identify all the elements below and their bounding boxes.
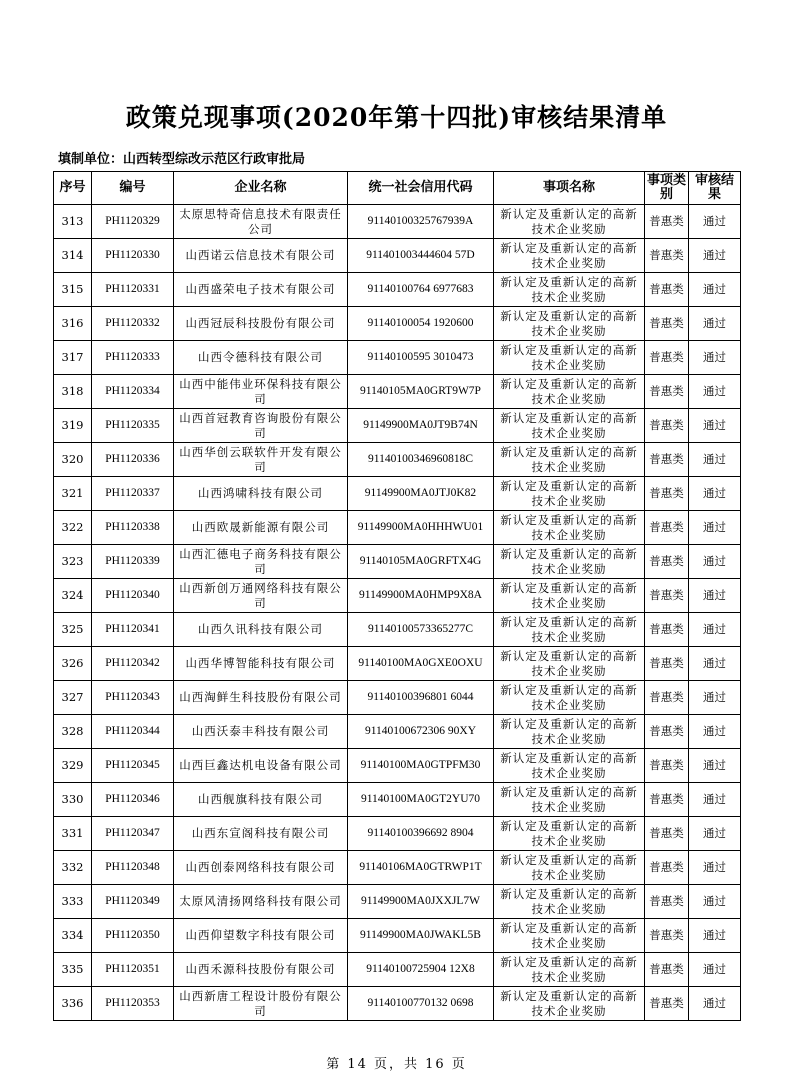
cell-item: 新认定及重新认定的高新技术企业奖励 [494,783,645,817]
cell-number: PH1120344 [92,715,174,749]
cell-number: PH1120353 [92,987,174,1021]
header-item: 事项名称 [494,172,645,205]
table-row [54,851,741,885]
cell-category: 普惠类 [645,409,689,443]
cell-item: 新认定及重新认定的高新技术企业奖励 [494,375,645,409]
cell-category: 普惠类 [645,341,689,375]
cell-credit-code: 91140100770132 0698 [348,987,494,1021]
cell-seq: 314 [54,239,92,273]
cell-item: 新认定及重新认定的高新技术企业奖励 [494,239,645,273]
cell-credit-code: 91149900MA0JT9B74N [348,409,494,443]
cell-credit-code: 91140100MA0GXE0OXU [348,647,494,681]
cell-number: PH1120340 [92,579,174,613]
table-row [54,443,741,477]
cell-seq: 328 [54,715,92,749]
cell-seq: 322 [54,511,92,545]
table-row [54,545,741,579]
cell-seq: 324 [54,579,92,613]
table-body [54,205,741,1021]
cell-seq: 335 [54,953,92,987]
cell-result: 通过 [689,749,741,783]
cell-seq: 336 [54,987,92,1021]
cell-result: 通过 [689,885,741,919]
table-row [54,749,741,783]
cell-item: 新认定及重新认定的高新技术企业奖励 [494,273,645,307]
table-row [54,205,741,239]
cell-number: PH1120346 [92,783,174,817]
cell-company: 山西冠辰科技股份有限公司 [174,307,348,341]
cell-category: 普惠类 [645,681,689,715]
table-row [54,375,741,409]
cell-category: 普惠类 [645,817,689,851]
table-row [54,477,741,511]
cell-category: 普惠类 [645,613,689,647]
cell-credit-code: 91140100346960818C [348,443,494,477]
cell-result: 通过 [689,851,741,885]
table-row [54,783,741,817]
cell-category: 普惠类 [645,443,689,477]
cell-seq: 326 [54,647,92,681]
cell-result: 通过 [689,205,741,239]
header-credit-code: 统一社会信用代码 [348,172,494,205]
cell-seq: 317 [54,341,92,375]
cell-credit-code: 91149900MA0JTJ0K82 [348,477,494,511]
table-row [54,681,741,715]
cell-seq: 327 [54,681,92,715]
cell-seq: 329 [54,749,92,783]
cell-item: 新认定及重新认定的高新技术企业奖励 [494,647,645,681]
cell-result: 通过 [689,443,741,477]
cell-credit-code: 91149900MA0JXXJL7W [348,885,494,919]
cell-company: 山西盛荣电子技术有限公司 [174,273,348,307]
table-row [54,273,741,307]
cell-item: 新认定及重新认定的高新技术企业奖励 [494,511,645,545]
cell-result: 通过 [689,681,741,715]
cell-company: 山西汇德电子商务科技有限公司 [174,545,348,579]
cell-credit-code: 91140105MA0GRFTX4G [348,545,494,579]
cell-credit-code: 91140100MA0GT2YU70 [348,783,494,817]
results-table [53,171,741,1021]
cell-credit-code: 91140100396692 8904 [348,817,494,851]
cell-number: PH1120351 [92,953,174,987]
cell-seq: 318 [54,375,92,409]
cell-item: 新认定及重新认定的高新技术企业奖励 [494,613,645,647]
header-number: 编号 [92,172,174,205]
cell-company: 太原风清扬网络科技有限公司 [174,885,348,919]
cell-category: 普惠类 [645,919,689,953]
cell-number: PH1120336 [92,443,174,477]
cell-category: 普惠类 [645,205,689,239]
cell-result: 通过 [689,783,741,817]
cell-item: 新认定及重新认定的高新技术企业奖励 [494,885,645,919]
table-row [54,817,741,851]
cell-result: 通过 [689,715,741,749]
table-row [54,341,741,375]
cell-seq: 330 [54,783,92,817]
cell-credit-code: 911401003444604 57D [348,239,494,273]
cell-category: 普惠类 [645,749,689,783]
header-category: 事项类别 [645,172,689,205]
cell-item: 新认定及重新认定的高新技术企业奖励 [494,477,645,511]
cell-company: 山西禾源科技股份有限公司 [174,953,348,987]
cell-number: PH1120342 [92,647,174,681]
cell-category: 普惠类 [645,579,689,613]
cell-number: PH1120343 [92,681,174,715]
cell-company: 山西欧晟新能源有限公司 [174,511,348,545]
cell-credit-code: 91140105MA0GRT9W7P [348,375,494,409]
cell-item: 新认定及重新认定的高新技术企业奖励 [494,919,645,953]
cell-credit-code: 91140100595 3010473 [348,341,494,375]
cell-company: 山西舰旗科技有限公司 [174,783,348,817]
cell-seq: 325 [54,613,92,647]
cell-company: 山西沃泰丰科技有限公司 [174,715,348,749]
cell-category: 普惠类 [645,885,689,919]
cell-result: 通过 [689,613,741,647]
cell-result: 通过 [689,273,741,307]
cell-item: 新认定及重新认定的高新技术企业奖励 [494,579,645,613]
cell-category: 普惠类 [645,511,689,545]
table-header-row [54,172,741,205]
cell-number: PH1120335 [92,409,174,443]
cell-result: 通过 [689,919,741,953]
cell-result: 通过 [689,545,741,579]
cell-category: 普惠类 [645,273,689,307]
cell-item: 新认定及重新认定的高新技术企业奖励 [494,817,645,851]
cell-number: PH1120341 [92,613,174,647]
cell-item: 新认定及重新认定的高新技术企业奖励 [494,851,645,885]
table-row [54,579,741,613]
cell-number: PH1120329 [92,205,174,239]
cell-item: 新认定及重新认定的高新技术企业奖励 [494,749,645,783]
table-row [54,239,741,273]
cell-company: 山西新唐工程设计股份有限公司 [174,987,348,1021]
cell-credit-code: 91140100573365277C [348,613,494,647]
cell-result: 通过 [689,477,741,511]
cell-number: PH1120349 [92,885,174,919]
cell-result: 通过 [689,987,741,1021]
cell-category: 普惠类 [645,545,689,579]
page-footer: 第 14 页，共 16 页 [326,1057,467,1072]
cell-result: 通过 [689,341,741,375]
cell-company: 山西巨鑫达机电设备有限公司 [174,749,348,783]
cell-result: 通过 [689,511,741,545]
cell-number: PH1120332 [92,307,174,341]
cell-item: 新认定及重新认定的高新技术企业奖励 [494,409,645,443]
table-row [54,953,741,987]
cell-item: 新认定及重新认定的高新技术企业奖励 [494,307,645,341]
cell-seq: 321 [54,477,92,511]
header-seq: 序号 [54,172,92,205]
cell-credit-code: 91140100MA0GTPFM30 [348,749,494,783]
cell-number: PH1120333 [92,341,174,375]
cell-company: 山西仰望数字科技有限公司 [174,919,348,953]
cell-result: 通过 [689,409,741,443]
cell-number: PH1120337 [92,477,174,511]
cell-company: 山西久讯科技有限公司 [174,613,348,647]
cell-seq: 320 [54,443,92,477]
cell-company: 山西创泰网络科技有限公司 [174,851,348,885]
cell-category: 普惠类 [645,647,689,681]
cell-category: 普惠类 [645,851,689,885]
cell-seq: 332 [54,851,92,885]
cell-number: PH1120339 [92,545,174,579]
cell-company: 太原思特奇信息技术有限责任公司 [174,205,348,239]
cell-credit-code: 91140100672306 90XY [348,715,494,749]
cell-company: 山西首冠教育咨询股份有限公司 [174,409,348,443]
cell-category: 普惠类 [645,307,689,341]
cell-seq: 333 [54,885,92,919]
cell-credit-code: 91149900MA0JWAKL5B [348,919,494,953]
cell-result: 通过 [689,647,741,681]
table-row [54,409,741,443]
cell-category: 普惠类 [645,987,689,1021]
cell-number: PH1120348 [92,851,174,885]
cell-company: 山西淘鲜生科技股份有限公司 [174,681,348,715]
cell-item: 新认定及重新认定的高新技术企业奖励 [494,681,645,715]
cell-category: 普惠类 [645,783,689,817]
cell-seq: 331 [54,817,92,851]
table-row [54,511,741,545]
cell-credit-code: 91140100054 1920600 [348,307,494,341]
header-result: 审核结果 [689,172,741,205]
cell-credit-code: 91140100764 6977683 [348,273,494,307]
cell-item: 新认定及重新认定的高新技术企业奖励 [494,443,645,477]
cell-seq: 323 [54,545,92,579]
cell-result: 通过 [689,239,741,273]
cell-credit-code: 91140100725904 12X8 [348,953,494,987]
cell-category: 普惠类 [645,953,689,987]
cell-credit-code: 91149900MA0HMP9X8A [348,579,494,613]
cell-company: 山西诺云信息技术有限公司 [174,239,348,273]
cell-seq: 315 [54,273,92,307]
cell-credit-code: 91149900MA0HHHWU01 [348,511,494,545]
page-title: 政策兑现事项(2020年第十四批)审核结果清单 [125,103,668,132]
cell-number: PH1120350 [92,919,174,953]
table-row [54,613,741,647]
table-row [54,307,741,341]
cell-number: PH1120345 [92,749,174,783]
cell-seq: 334 [54,919,92,953]
cell-credit-code: 91140100396801 6044 [348,681,494,715]
cell-company: 山西新创万通网络科技有限公司 [174,579,348,613]
cell-number: PH1120347 [92,817,174,851]
cell-category: 普惠类 [645,239,689,273]
table-row [54,715,741,749]
cell-company: 山西华博智能科技有限公司 [174,647,348,681]
cell-result: 通过 [689,307,741,341]
cell-company: 山西东宣阁科技有限公司 [174,817,348,851]
cell-number: PH1120334 [92,375,174,409]
cell-item: 新认定及重新认定的高新技术企业奖励 [494,205,645,239]
cell-seq: 319 [54,409,92,443]
cell-seq: 316 [54,307,92,341]
table-row [54,885,741,919]
cell-number: PH1120330 [92,239,174,273]
cell-category: 普惠类 [645,375,689,409]
filing-unit: 填制单位：山西转型综改示范区行政审批局 [58,152,306,167]
cell-result: 通过 [689,953,741,987]
cell-item: 新认定及重新认定的高新技术企业奖励 [494,715,645,749]
cell-number: PH1120338 [92,511,174,545]
cell-result: 通过 [689,579,741,613]
cell-item: 新认定及重新认定的高新技术企业奖励 [494,341,645,375]
cell-seq: 313 [54,205,92,239]
cell-company: 山西华创云联软件开发有限公司 [174,443,348,477]
table-row [54,647,741,681]
cell-number: PH1120331 [92,273,174,307]
cell-credit-code: 91140100325767939A [348,205,494,239]
cell-result: 通过 [689,375,741,409]
cell-company: 山西中能伟业环保科技有限公司 [174,375,348,409]
cell-item: 新认定及重新认定的高新技术企业奖励 [494,987,645,1021]
cell-company: 山西鸿啸科技有限公司 [174,477,348,511]
cell-category: 普惠类 [645,477,689,511]
cell-result: 通过 [689,817,741,851]
cell-category: 普惠类 [645,715,689,749]
table-row [54,919,741,953]
cell-credit-code: 91140106MA0GTRWP1T [348,851,494,885]
cell-item: 新认定及重新认定的高新技术企业奖励 [494,953,645,987]
table-row [54,987,741,1021]
cell-item: 新认定及重新认定的高新技术企业奖励 [494,545,645,579]
cell-company: 山西令德科技有限公司 [174,341,348,375]
header-company: 企业名称 [174,172,348,205]
